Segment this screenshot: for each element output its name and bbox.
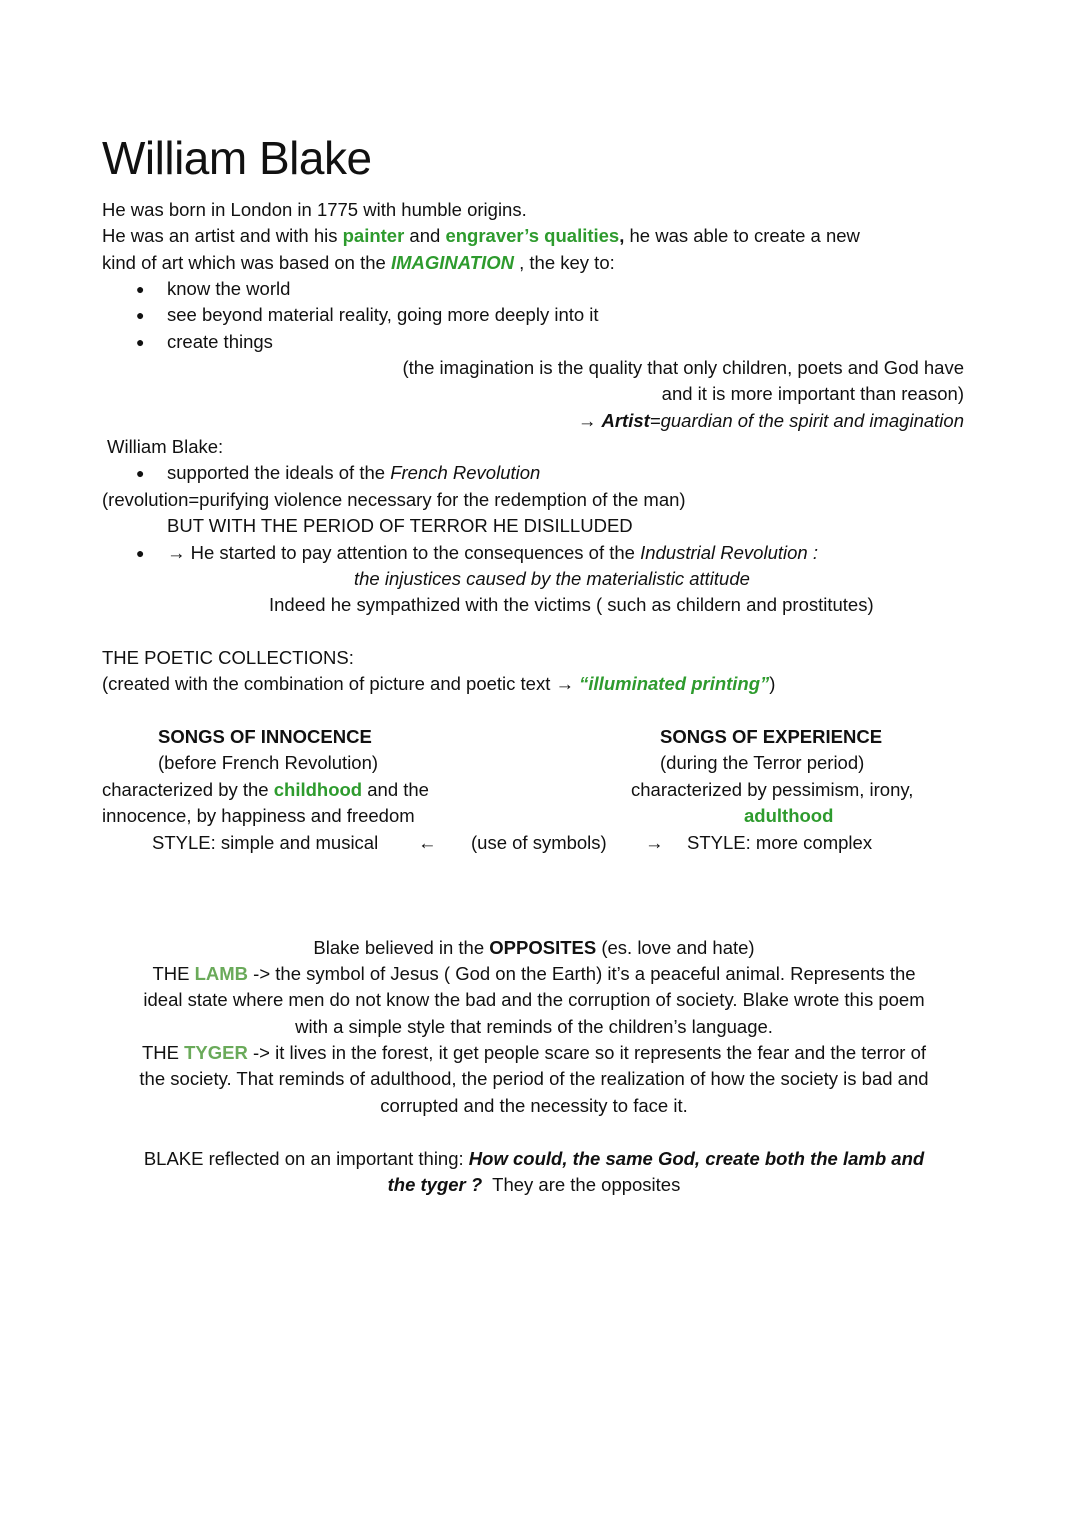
- bullet-icon: ●: [136, 307, 145, 323]
- illuminated-printing-text: “illuminated printing”: [579, 673, 770, 694]
- tyger-line-2: the society. That reminds of adulthood, the period of the realization of how the society is bad and: [139, 1068, 929, 1089]
- text-span: He was an artist and with his: [102, 225, 343, 246]
- innocence-style: STYLE: simple and musical: [152, 832, 379, 853]
- reflection-line-2: [0, 1174, 1068, 1196]
- bullet-icon: ●: [136, 465, 145, 481]
- tyger-line-1: [0, 1042, 1068, 1064]
- experience-subtitle: (during the Terror period): [660, 752, 865, 773]
- lamb-line-3: with a simple style that reminds of the children’s language.: [295, 1016, 773, 1037]
- text-span: They are the opposites: [482, 1174, 681, 1195]
- list-item: [167, 542, 818, 564]
- opposites-word: OPPOSITES: [489, 937, 597, 958]
- childhood-text: childhood: [273, 779, 363, 800]
- lamb-word: LAMB: [194, 963, 249, 984]
- industrial-revolution-text: Industrial Revolution :: [640, 542, 818, 563]
- revolution-definition: (revolution=purifying violence necessary for the redemption of the man): [102, 489, 686, 510]
- innocence-desc-1: [102, 779, 429, 801]
- injustices-line: the injustices caused by the materialistic attitude: [354, 568, 750, 589]
- section-heading: William Blake:: [107, 436, 224, 457]
- question-text: the tyger ?: [387, 1174, 483, 1195]
- list-item: know the world: [167, 278, 291, 299]
- note-line-2: and it is more important than reason): [661, 383, 964, 404]
- highlight-engraver: engraver’s qualities: [445, 225, 620, 246]
- lamb-line-2: ideal state where men do not know the bad and the corruption of society. Blake wrote this poem: [143, 989, 925, 1010]
- arrow-icon: →: [577, 410, 602, 431]
- note-line-1: (the imagination is the quality that only children, poets and God have: [402, 357, 964, 378]
- text-span: THE: [152, 963, 195, 984]
- question-text: How could, the same God, create both the lamb and: [468, 1148, 925, 1169]
- bullet-icon: ●: [136, 334, 145, 350]
- french-revolution-text: French Revolution: [390, 462, 541, 483]
- note-line-3: [578, 410, 964, 432]
- innocence-subtitle: (before French Revolution): [158, 752, 379, 773]
- lamb-line-1: [0, 963, 1068, 985]
- victims-line: Indeed he sympathized with the victims ( such as childern and prostitutes): [269, 594, 874, 615]
- text-span: ): [769, 673, 776, 694]
- text-span: (es. love and hate): [596, 937, 755, 958]
- list-item: create things: [167, 331, 273, 352]
- intro-line-2: [102, 225, 860, 247]
- left-arrow-icon: ←: [418, 832, 437, 853]
- text-span: -> the symbol of Jesus ( God on the Earth) it’s a peaceful animal. Represents the: [248, 963, 916, 984]
- page-title: William Blake: [102, 132, 372, 184]
- tyger-word: TYGER: [184, 1042, 248, 1063]
- list-item: [167, 462, 540, 484]
- terror-line: BUT WITH THE PERIOD OF TERROR HE DISILLUDED: [167, 515, 633, 536]
- symbols-text: (use of symbols): [471, 832, 607, 853]
- text-span: THE: [141, 1042, 185, 1063]
- intro-line-3: [102, 252, 615, 274]
- tyger-line-3: corrupted and the necessity to face it.: [380, 1095, 688, 1116]
- text-span: kind of art which was based on the: [102, 252, 391, 273]
- collections-heading: THE POETIC COLLECTIONS:: [102, 647, 354, 668]
- text-span: characterized by the: [102, 779, 274, 800]
- text-span: he was able to create a new: [624, 225, 860, 246]
- right-arrow-icon: →: [645, 832, 664, 853]
- innocence-desc-2: innocence, by happiness and freedom: [102, 805, 415, 826]
- bullet-icon: ●: [136, 281, 145, 297]
- adulthood-text: adulthood: [744, 805, 834, 826]
- text-span: , the key to:: [513, 252, 615, 273]
- artist-word: Artist: [601, 410, 650, 431]
- collections-note: [102, 673, 775, 695]
- highlight-imagination: IMAGINATION: [390, 252, 514, 273]
- list-item: see beyond material reality, going more deeply into it: [167, 304, 599, 325]
- text-span: Blake believed in the: [313, 937, 490, 958]
- text-span: =guardian of the spirit and imagination: [649, 410, 964, 431]
- experience-style: STYLE: more complex: [687, 832, 873, 853]
- text-span: BLAKE reflected on an important thing:: [143, 1148, 469, 1169]
- text-span: supported the ideals of the: [167, 462, 391, 483]
- reflection-line-1: [0, 1148, 1068, 1170]
- highlight-painter: painter: [342, 225, 405, 246]
- experience-title: SONGS OF EXPERIENCE: [660, 726, 883, 747]
- text-span: and the: [362, 779, 429, 800]
- opposites-line: [0, 937, 1068, 959]
- text-span: -> it lives in the forest, it get people scare so it represents the fear and the terror of: [247, 1042, 927, 1063]
- innocence-title: SONGS OF INNOCENCE: [158, 726, 372, 747]
- bullet-icon: ●: [136, 545, 145, 561]
- text-span: ,: [619, 225, 625, 246]
- experience-desc-1: characterized by pessimism, irony,: [631, 779, 914, 800]
- text-span: (created with the combination of picture and poetic text →: [102, 673, 580, 694]
- text-span: → He started to pay attention to the consequences of the: [167, 542, 641, 563]
- intro-line-1: He was born in London in 1775 with humble origins.: [102, 199, 527, 220]
- text-span: and: [404, 225, 446, 246]
